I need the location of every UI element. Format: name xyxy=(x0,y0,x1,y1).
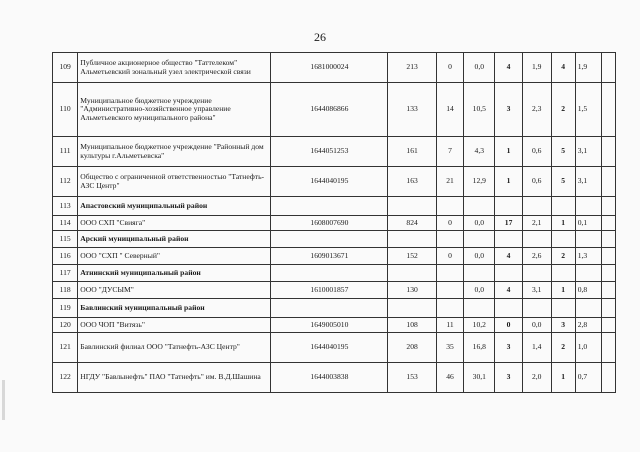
district-row xyxy=(53,265,616,282)
cell-v6 xyxy=(551,197,575,216)
cell-inn xyxy=(271,197,388,216)
cell-v3: 0,0 xyxy=(464,248,495,265)
cell-v3: 0,0 xyxy=(464,53,495,83)
cell-v2 xyxy=(436,231,464,248)
cell-v3: 10,5 xyxy=(464,83,495,137)
report-table xyxy=(52,52,616,393)
cell-v7 xyxy=(575,299,601,318)
cell-v2: 46 xyxy=(436,363,464,393)
cell-v3: 16,8 xyxy=(464,333,495,363)
cell-name: Муниципальное бюджетное учреждение "Районный дом культуры г.Альметьевска" xyxy=(78,137,271,167)
cell-v1: 161 xyxy=(388,137,436,167)
table-row xyxy=(53,167,616,197)
cell-v5 xyxy=(522,299,551,318)
cell-v3: 4,3 xyxy=(464,137,495,167)
cell-num: 119 xyxy=(53,299,78,318)
cell-empty xyxy=(602,53,616,83)
cell-inn: 1644003838 xyxy=(271,363,388,393)
cell-v2 xyxy=(436,265,464,282)
cell-inn xyxy=(271,265,388,282)
cell-inn: 1681000024 xyxy=(271,53,388,83)
table-row xyxy=(53,248,616,265)
cell-v3 xyxy=(464,197,495,216)
cell-v6: 1 xyxy=(551,282,575,299)
cell-v7: 1,3 xyxy=(575,248,601,265)
cell-v4: 3 xyxy=(495,83,523,137)
cell-num: 112 xyxy=(53,167,78,197)
cell-empty xyxy=(602,197,616,216)
cell-v4: 4 xyxy=(495,282,523,299)
cell-v6: 2 xyxy=(551,83,575,137)
cell-v4: 0 xyxy=(495,318,523,333)
cell-v7: 0,8 xyxy=(575,282,601,299)
cell-name: НГДУ "Бавлынефть" ПАО "Татнефть" им. В.Д.Шашина xyxy=(78,363,271,393)
cell-v3 xyxy=(464,265,495,282)
cell-num: 120 xyxy=(53,318,78,333)
cell-v6: 4 xyxy=(551,53,575,83)
cell-v7: 3,1 xyxy=(575,167,601,197)
cell-v2: 11 xyxy=(436,318,464,333)
cell-v1: 130 xyxy=(388,282,436,299)
cell-v3: 0,0 xyxy=(464,282,495,299)
cell-num: 114 xyxy=(53,216,78,231)
cell-num: 122 xyxy=(53,363,78,393)
cell-v7: 1,0 xyxy=(575,333,601,363)
cell-v6: 3 xyxy=(551,318,575,333)
scan-edge-mark xyxy=(2,380,5,420)
cell-v2 xyxy=(436,299,464,318)
cell-v2: 21 xyxy=(436,167,464,197)
cell-name: Муниципальное бюджетное учреждение "Административно-хозяйственное управление Альметьевского муниципального района" xyxy=(78,83,271,137)
cell-empty xyxy=(602,282,616,299)
cell-v4: 3 xyxy=(495,333,523,363)
cell-inn: 1644086866 xyxy=(271,83,388,137)
cell-empty xyxy=(602,248,616,265)
cell-v7: 0,7 xyxy=(575,363,601,393)
cell-num: 115 xyxy=(53,231,78,248)
cell-empty xyxy=(602,137,616,167)
cell-v6 xyxy=(551,265,575,282)
cell-v7 xyxy=(575,265,601,282)
cell-empty xyxy=(602,333,616,363)
cell-inn: 1610001857 xyxy=(271,282,388,299)
cell-name: Атнинский муниципальный район xyxy=(78,265,271,282)
cell-v1 xyxy=(388,231,436,248)
district-row xyxy=(53,197,616,216)
cell-v4: 1 xyxy=(495,167,523,197)
cell-v7: 0,1 xyxy=(575,216,601,231)
cell-v5: 2,0 xyxy=(522,363,551,393)
cell-empty xyxy=(602,231,616,248)
page-number: 26 xyxy=(314,30,326,44)
cell-num: 118 xyxy=(53,282,78,299)
cell-v7: 1,9 xyxy=(575,53,601,83)
cell-empty xyxy=(602,363,616,393)
cell-v6: 5 xyxy=(551,167,575,197)
cell-v3 xyxy=(464,231,495,248)
cell-empty xyxy=(602,167,616,197)
cell-v4 xyxy=(495,299,523,318)
table-row xyxy=(53,83,616,137)
cell-name: ООО "ДУСЫМ" xyxy=(78,282,271,299)
cell-v1 xyxy=(388,265,436,282)
cell-v5: 3,1 xyxy=(522,282,551,299)
cell-empty xyxy=(602,265,616,282)
cell-num: 117 xyxy=(53,265,78,282)
cell-v4: 1 xyxy=(495,137,523,167)
cell-empty xyxy=(602,83,616,137)
cell-v2 xyxy=(436,282,464,299)
table-body xyxy=(53,53,616,393)
cell-v3: 30,1 xyxy=(464,363,495,393)
cell-v6 xyxy=(551,231,575,248)
cell-name: ООО СХП "Свияга" xyxy=(78,216,271,231)
district-row xyxy=(53,231,616,248)
cell-v1: 152 xyxy=(388,248,436,265)
cell-v3 xyxy=(464,299,495,318)
cell-v1: 153 xyxy=(388,363,436,393)
cell-v4: 3 xyxy=(495,363,523,393)
table-row xyxy=(53,318,616,333)
cell-v7: 3,1 xyxy=(575,137,601,167)
cell-v2 xyxy=(436,197,464,216)
cell-v4 xyxy=(495,197,523,216)
cell-v3: 0,0 xyxy=(464,216,495,231)
cell-v5: 0,0 xyxy=(522,318,551,333)
cell-v1: 133 xyxy=(388,83,436,137)
table-row xyxy=(53,137,616,167)
cell-v5: 0,6 xyxy=(522,137,551,167)
cell-v7 xyxy=(575,197,601,216)
cell-v2: 0 xyxy=(436,248,464,265)
cell-name: Арский муниципальный район xyxy=(78,231,271,248)
cell-name: Публичное акционерное общество "Таттелеком" Альметьевский зональный узел электрической связи xyxy=(78,53,271,83)
table-row xyxy=(53,216,616,231)
cell-name: ООО ЧОП "Витязь" xyxy=(78,318,271,333)
table-row xyxy=(53,282,616,299)
cell-v3: 10,2 xyxy=(464,318,495,333)
cell-name: ООО "СХП " Северный" xyxy=(78,248,271,265)
cell-v5: 1,9 xyxy=(522,53,551,83)
cell-num: 121 xyxy=(53,333,78,363)
cell-empty xyxy=(602,216,616,231)
table-row xyxy=(53,333,616,363)
cell-name: Бавлинский муниципальный район xyxy=(78,299,271,318)
table-row xyxy=(53,363,616,393)
cell-empty xyxy=(602,299,616,318)
cell-v5 xyxy=(522,265,551,282)
cell-v6: 2 xyxy=(551,333,575,363)
cell-v1: 108 xyxy=(388,318,436,333)
cell-v2: 0 xyxy=(436,216,464,231)
cell-v7: 1,5 xyxy=(575,83,601,137)
cell-inn: 1608007690 xyxy=(271,216,388,231)
cell-v1: 208 xyxy=(388,333,436,363)
cell-v5: 0,6 xyxy=(522,167,551,197)
cell-v5 xyxy=(522,197,551,216)
cell-v2: 7 xyxy=(436,137,464,167)
cell-v5 xyxy=(522,231,551,248)
cell-v4: 17 xyxy=(495,216,523,231)
cell-v5: 2,1 xyxy=(522,216,551,231)
cell-inn: 1644040195 xyxy=(271,167,388,197)
cell-v1 xyxy=(388,197,436,216)
cell-v1: 824 xyxy=(388,216,436,231)
cell-v6: 1 xyxy=(551,216,575,231)
cell-num: 110 xyxy=(53,83,78,137)
cell-inn: 1649005010 xyxy=(271,318,388,333)
cell-v6: 1 xyxy=(551,363,575,393)
cell-v5: 1,4 xyxy=(522,333,551,363)
cell-v2: 14 xyxy=(436,83,464,137)
cell-num: 113 xyxy=(53,197,78,216)
district-row xyxy=(53,299,616,318)
cell-inn xyxy=(271,231,388,248)
cell-v6 xyxy=(551,299,575,318)
cell-v6: 5 xyxy=(551,137,575,167)
cell-v4 xyxy=(495,231,523,248)
cell-v2: 35 xyxy=(436,333,464,363)
cell-v7 xyxy=(575,231,601,248)
table-row xyxy=(53,53,616,83)
cell-v5: 2,3 xyxy=(522,83,551,137)
cell-v2: 0 xyxy=(436,53,464,83)
cell-v4 xyxy=(495,265,523,282)
cell-inn: 1644040195 xyxy=(271,333,388,363)
cell-v4: 4 xyxy=(495,248,523,265)
cell-num: 116 xyxy=(53,248,78,265)
cell-inn: 1609013671 xyxy=(271,248,388,265)
cell-name: Апастовский муниципальный район xyxy=(78,197,271,216)
cell-name: Общество с ограниченной ответственностью "Татнефть-АЗС Центр" xyxy=(78,167,271,197)
cell-v4: 4 xyxy=(495,53,523,83)
cell-v5: 2,6 xyxy=(522,248,551,265)
cell-v1 xyxy=(388,299,436,318)
cell-num: 109 xyxy=(53,53,78,83)
cell-v1: 163 xyxy=(388,167,436,197)
cell-num: 111 xyxy=(53,137,78,167)
cell-name: Бавлинский филиал ООО "Татнефть-АЗС Центр" xyxy=(78,333,271,363)
cell-empty xyxy=(602,318,616,333)
cell-inn: 1644051253 xyxy=(271,137,388,167)
cell-v6: 2 xyxy=(551,248,575,265)
cell-v7: 2,8 xyxy=(575,318,601,333)
cell-inn xyxy=(271,299,388,318)
cell-v1: 213 xyxy=(388,53,436,83)
cell-v3: 12,9 xyxy=(464,167,495,197)
